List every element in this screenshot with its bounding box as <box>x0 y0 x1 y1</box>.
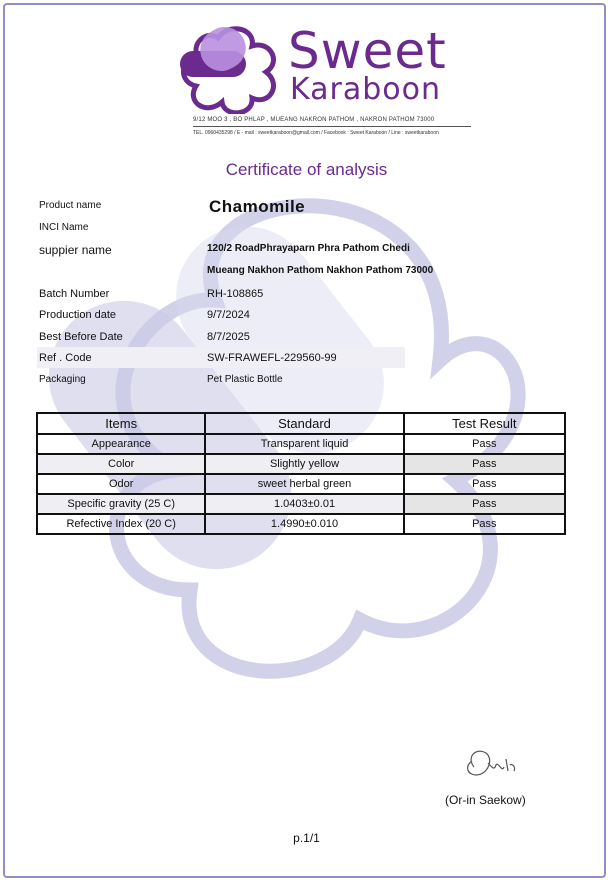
item-cell: Refective Index (20 C) <box>37 514 205 534</box>
supplier-address-line2: Mueang Nakhon Pathom Nakhon Pathom 73000 <box>207 265 434 276</box>
table-row <box>37 494 565 514</box>
supplier-label: suppier name <box>39 243 112 257</box>
result-cell: Pass <box>404 514 565 534</box>
best-before-value: 8/7/2025 <box>207 331 250 343</box>
table-row <box>37 514 565 534</box>
batch-number-label: Batch Number <box>39 288 110 300</box>
production-date-label: Production date <box>39 309 117 321</box>
standard-cell: Slightly yellow <box>205 454 403 474</box>
analysis-results-table <box>36 412 566 535</box>
column-header-items: Items <box>37 413 205 434</box>
brand-name-line2: Karaboon <box>290 72 442 107</box>
product-name-label: Product name <box>39 200 102 211</box>
column-header-standard: Standard <box>205 413 403 434</box>
brand-name-line1: Sweet <box>288 22 447 80</box>
item-cell: Appearance <box>37 434 205 454</box>
inci-name-label: INCI Name <box>39 222 89 233</box>
table-row <box>37 454 565 474</box>
production-date-value: 9/7/2024 <box>207 309 250 321</box>
result-cell: Pass <box>404 434 565 454</box>
document-title: Certificate of analysis <box>225 160 388 179</box>
page-number: p.1/1 <box>293 831 320 845</box>
standard-cell: 1.4990±0.010 <box>205 514 403 534</box>
ref-code-value: SW-FRAWEFL-229560-99 <box>207 352 337 364</box>
standard-cell: sweet herbal green <box>205 474 403 494</box>
table-row <box>37 474 565 494</box>
standard-cell: 1.0403±0.01 <box>205 494 403 514</box>
result-cell: Pass <box>404 494 565 514</box>
result-cell: Pass <box>404 474 565 494</box>
table-row <box>37 434 565 454</box>
column-header-test-result: Test Result <box>404 413 565 434</box>
standard-cell: Transparent liquid <box>205 434 403 454</box>
company-address: 9/12 MOO 3 , BO PHLAP , MUEANG NAKRON PATHOM , NAKRON PATHOM 73000 <box>193 117 435 123</box>
signature-icon <box>462 745 522 785</box>
packaging-value: Pet Plastic Bottle <box>207 374 283 385</box>
header-divider <box>193 126 471 127</box>
table-header-row <box>37 413 565 434</box>
packaging-label: Packaging <box>39 374 86 385</box>
best-before-label: Best Before Date <box>39 331 123 343</box>
supplier-address-line1: 120/2 RoadPhrayaparn Phra Pathom Chedi <box>207 243 410 254</box>
item-cell: Odor <box>37 474 205 494</box>
result-cell: Pass <box>404 454 565 474</box>
item-cell: Specific gravity (25 C) <box>37 494 205 514</box>
company-contact: TEL. 0960435298 / E - mail : sweetkaraboon@gmail.com / Facebook : Sweet Karaboon / Line : sweetkaraboon <box>193 130 439 136</box>
batch-number-value: RH-108865 <box>207 288 264 300</box>
item-cell: Color <box>37 454 205 474</box>
ref-code-label: Ref . Code <box>39 352 92 364</box>
signer-name: (Or-in Saekow) <box>445 793 526 807</box>
product-name-value: Chamomile <box>209 197 306 216</box>
